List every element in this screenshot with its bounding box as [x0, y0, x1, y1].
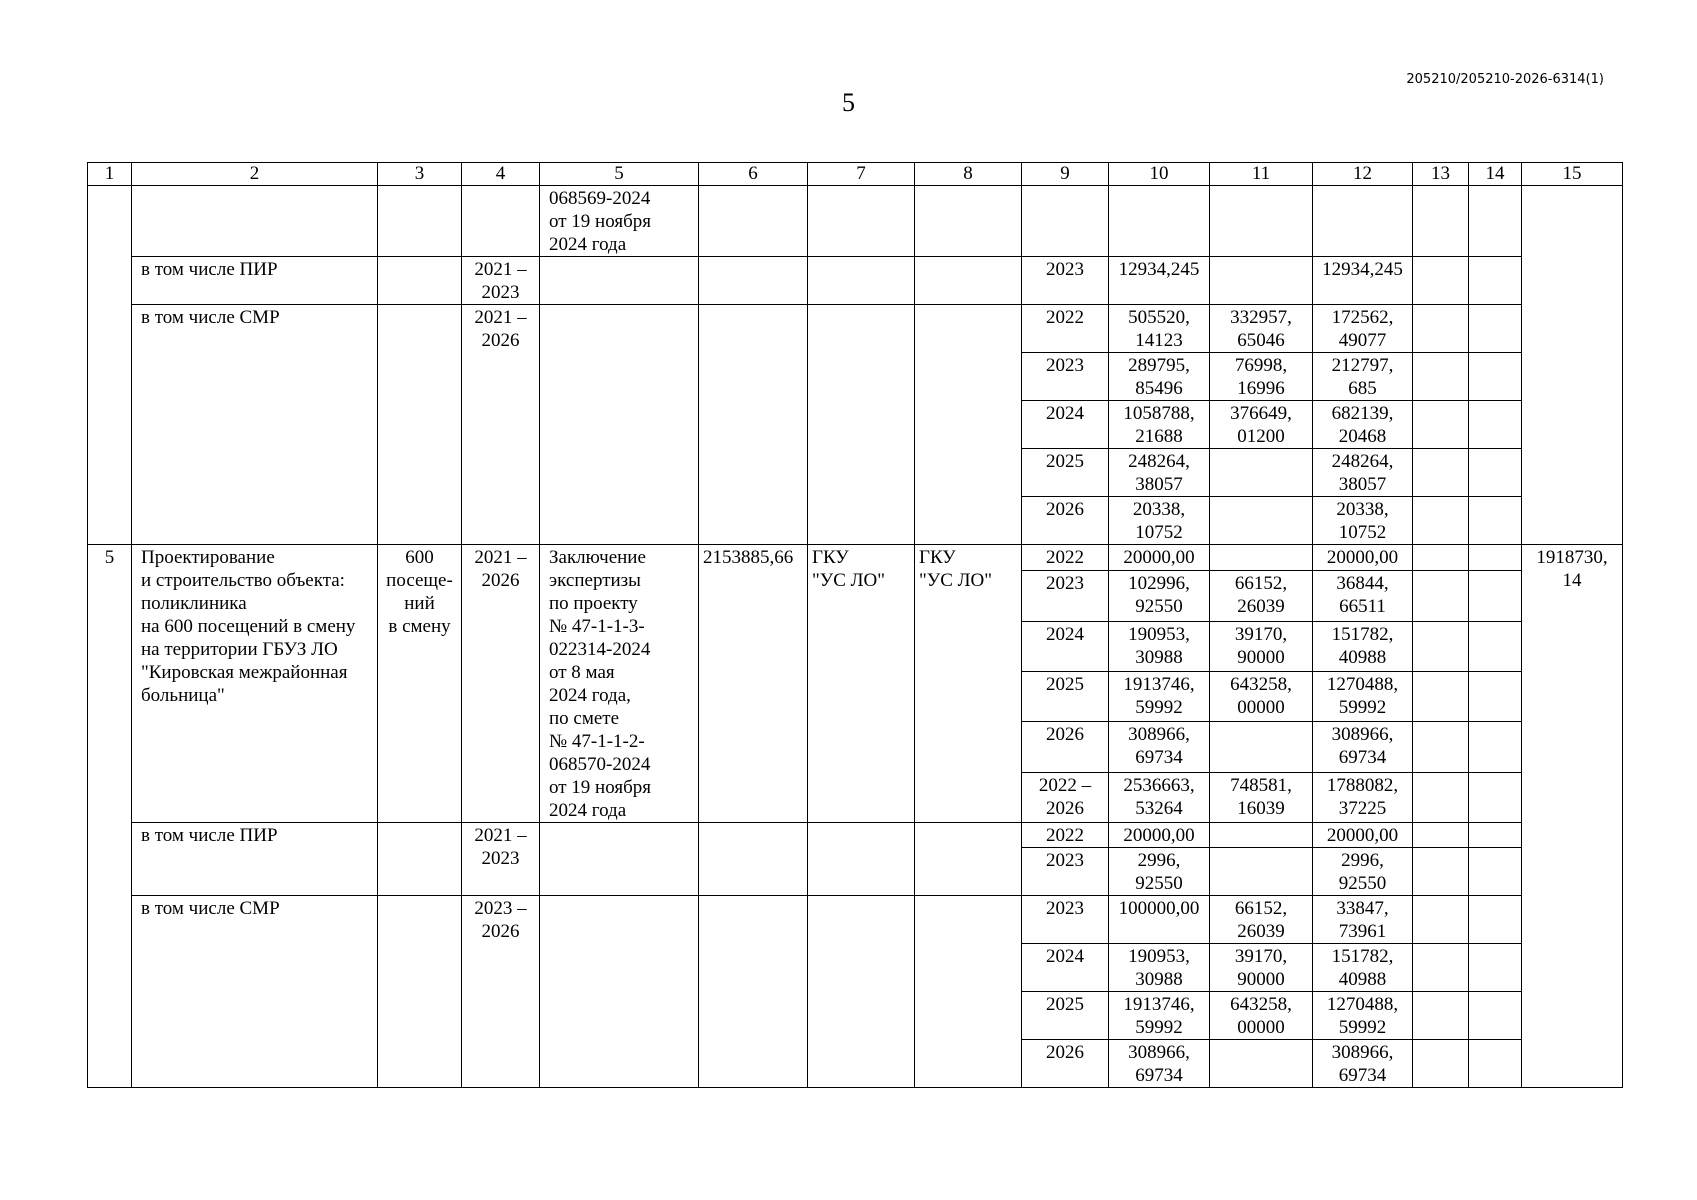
col13-cell — [1413, 896, 1469, 944]
period-cell: 2021 – 2023 — [462, 823, 540, 896]
value-total-cell: 20338, 10752 — [1109, 497, 1210, 545]
value-total-cell: 1913746, 59992 — [1109, 671, 1210, 721]
header-col-6: 6 — [699, 163, 808, 186]
col7-cell — [808, 186, 915, 257]
col14-cell — [1469, 545, 1522, 571]
value-federal-cell: 643258, 00000 — [1210, 992, 1313, 1040]
header-col-4: 4 — [462, 163, 540, 186]
subitem-label-cell: в том числе СМР — [132, 896, 378, 1088]
value-total-cell: 2536663, 53264 — [1109, 772, 1210, 822]
col6-cell — [699, 305, 808, 545]
value-federal-cell: 748581, 16039 — [1210, 772, 1313, 822]
value-total-cell: 308966, 69734 — [1109, 722, 1210, 772]
value-regional-cell: 1270488, 59992 — [1313, 671, 1413, 721]
value-regional-cell: 20000,00 — [1313, 545, 1413, 571]
year-cell: 2026 — [1022, 1040, 1109, 1088]
col13-cell — [1413, 621, 1469, 671]
header-col-1: 1 — [88, 163, 132, 186]
col7-cell — [808, 896, 915, 1088]
year-cell: 2022 – 2026 — [1022, 772, 1109, 822]
header-col-15: 15 — [1522, 163, 1623, 186]
col14-cell — [1469, 848, 1522, 896]
col14-cell — [1469, 1040, 1522, 1088]
col13-cell — [1413, 992, 1469, 1040]
capacity-cell — [378, 257, 462, 305]
header-col-14: 14 — [1469, 163, 1522, 186]
header-col-11: 11 — [1210, 163, 1313, 186]
row-number-cell — [88, 186, 132, 545]
col13-cell — [1413, 497, 1469, 545]
year-cell: 2025 — [1022, 671, 1109, 721]
header-col-8: 8 — [915, 163, 1022, 186]
col15-cell: 1918730, 14 — [1522, 545, 1623, 1088]
value-federal-cell: 76998, 16996 — [1210, 353, 1313, 401]
col14-cell — [1469, 671, 1522, 721]
col14-cell — [1469, 257, 1522, 305]
subitem-label-cell: в том числе ПИР — [132, 257, 378, 305]
col7-cell — [808, 257, 915, 305]
expertise-cell: Заключение экспертизы по проекту № 47-1-1-3- 022314-2024 от 8 мая 2024 года, по смете № 47-1-1-2- 068570-2024 от 19 ноября 2024 года — [540, 545, 699, 823]
col13-cell — [1413, 944, 1469, 992]
value-federal-cell: 39170, 90000 — [1210, 621, 1313, 671]
value-federal-cell — [1210, 545, 1313, 571]
year-cell: 2023 — [1022, 896, 1109, 944]
value-total-cell: 1913746, 59992 — [1109, 992, 1210, 1040]
object-name-cell: Проектирование и строительство объекта: поликлиника на 600 посещений в смену на территории ГБУЗ ЛО "Кировская межрайонная больница" — [132, 545, 378, 823]
value-total-cell: 289795, 85496 — [1109, 353, 1210, 401]
col13-cell — [1413, 257, 1469, 305]
year-cell: 2026 — [1022, 722, 1109, 772]
col8-cell — [915, 896, 1022, 1088]
value-regional-cell: 151782, 40988 — [1313, 621, 1413, 671]
i5-pir-row — [88, 823, 1623, 848]
year-cell: 2023 — [1022, 848, 1109, 896]
value-total-cell: 505520, 14123 — [1109, 305, 1210, 353]
header-col-9: 9 — [1022, 163, 1109, 186]
period-cell: 2023 – 2026 — [462, 896, 540, 1088]
year-cell: 2022 — [1022, 823, 1109, 848]
value-federal-cell: 643258, 00000 — [1210, 671, 1313, 721]
value-federal-cell: 376649, 01200 — [1210, 401, 1313, 449]
year-cell: 2025 — [1022, 449, 1109, 497]
row-number-cell: 5 — [88, 545, 132, 1088]
header-col-5: 5 — [540, 163, 699, 186]
capacity-cell: 600 посеще- ний в смену — [378, 545, 462, 823]
col5-cell — [540, 823, 699, 896]
col5-cell — [540, 257, 699, 305]
cont-smr-row — [88, 305, 1623, 353]
period-cell: 2021 – 2023 — [462, 257, 540, 305]
col11-cell — [1210, 186, 1313, 257]
col13-cell — [1413, 1040, 1469, 1088]
col14-cell — [1469, 449, 1522, 497]
col14-cell — [1469, 571, 1522, 621]
value-federal-cell: 66152, 26039 — [1210, 896, 1313, 944]
col10-cell — [1109, 186, 1210, 257]
value-total-cell: 190953, 30988 — [1109, 621, 1210, 671]
value-regional-cell: 682139, 20468 — [1313, 401, 1413, 449]
value-regional-cell: 212797, 685 — [1313, 353, 1413, 401]
header-col-10: 10 — [1109, 163, 1210, 186]
value-federal-cell: 332957, 65046 — [1210, 305, 1313, 353]
col14-cell — [1469, 401, 1522, 449]
col14-cell — [1469, 353, 1522, 401]
period-cell: 2021 – 2026 — [462, 545, 540, 823]
value-regional-cell: 1270488, 59992 — [1313, 992, 1413, 1040]
year-cell: 2023 — [1022, 571, 1109, 621]
value-regional-cell: 151782, 40988 — [1313, 944, 1413, 992]
col5-cell — [540, 896, 699, 1088]
col14-cell — [1469, 722, 1522, 772]
year-cell: 2026 — [1022, 497, 1109, 545]
col8-cell — [915, 305, 1022, 545]
col13-cell — [1413, 848, 1469, 896]
col14-cell — [1469, 772, 1522, 822]
value-total-cell: 12934,245 — [1109, 257, 1210, 305]
i5-smr-row — [88, 896, 1623, 944]
developer-cell: ГКУ "УС ЛО" — [915, 545, 1022, 823]
value-regional-cell: 308966, 69734 — [1313, 1040, 1413, 1088]
col14-cell — [1469, 823, 1522, 848]
value-federal-cell — [1210, 722, 1313, 772]
col13-cell — [1413, 571, 1469, 621]
col14-cell — [1469, 305, 1522, 353]
year-cell: 2023 — [1022, 257, 1109, 305]
value-federal-cell — [1210, 497, 1313, 545]
value-federal-cell — [1210, 823, 1313, 848]
col8-cell — [915, 186, 1022, 257]
col13-cell — [1413, 305, 1469, 353]
col9-cell — [1022, 186, 1109, 257]
col13-cell — [1413, 722, 1469, 772]
value-total-cell: 20000,00 — [1109, 545, 1210, 571]
value-federal-cell — [1210, 1040, 1313, 1088]
col12-cell — [1313, 186, 1413, 257]
year-cell: 2025 — [1022, 992, 1109, 1040]
value-total-cell: 1058788, 21688 — [1109, 401, 1210, 449]
expertise-cell: 068569-2024 от 19 ноября 2024 года — [540, 186, 699, 257]
col13-cell — [1413, 823, 1469, 848]
value-federal-cell: 39170, 90000 — [1210, 944, 1313, 992]
value-regional-cell: 172562, 49077 — [1313, 305, 1413, 353]
value-federal-cell — [1210, 449, 1313, 497]
col6-cell — [699, 186, 808, 257]
value-regional-cell: 2996, 92550 — [1313, 848, 1413, 896]
col14-cell — [1469, 944, 1522, 992]
col14-cell — [1469, 621, 1522, 671]
col13-cell — [1413, 671, 1469, 721]
value-total-cell: 248264, 38057 — [1109, 449, 1210, 497]
header-col-3: 3 — [378, 163, 462, 186]
capacity-cell — [378, 896, 462, 1088]
value-regional-cell: 248264, 38057 — [1313, 449, 1413, 497]
col14-cell — [1469, 992, 1522, 1040]
period-cell: 2021 – 2026 — [462, 305, 540, 545]
col13-cell — [1413, 545, 1469, 571]
value-total-cell: 190953, 30988 — [1109, 944, 1210, 992]
period-cell — [462, 186, 540, 257]
header-col-7: 7 — [808, 163, 915, 186]
item5-row — [88, 545, 1623, 571]
year-cell: 2024 — [1022, 621, 1109, 671]
col6-cell — [699, 896, 808, 1088]
cont-pir-row — [88, 257, 1623, 305]
capacity-cell — [378, 823, 462, 896]
value-total-cell: 100000,00 — [1109, 896, 1210, 944]
value-total-cell: 308966, 69734 — [1109, 1040, 1210, 1088]
year-cell: 2024 — [1022, 944, 1109, 992]
col6-cell — [699, 823, 808, 896]
value-federal-cell — [1210, 257, 1313, 305]
header-col-12: 12 — [1313, 163, 1413, 186]
document-code: 205210/205210-2026-6314(1) — [1406, 72, 1604, 87]
col8-cell — [915, 257, 1022, 305]
col7-cell — [808, 305, 915, 545]
col14-cell — [1469, 896, 1522, 944]
continuation-row — [88, 186, 1623, 257]
page-number: 5 — [842, 88, 855, 117]
year-cell: 2023 — [1022, 353, 1109, 401]
investment-table — [87, 162, 1623, 1088]
col8-cell — [915, 823, 1022, 896]
value-regional-cell: 20338, 10752 — [1313, 497, 1413, 545]
year-cell: 2022 — [1022, 545, 1109, 571]
value-total-cell: 2996, 92550 — [1109, 848, 1210, 896]
value-regional-cell: 12934,245 — [1313, 257, 1413, 305]
col13-cell — [1413, 186, 1469, 257]
value-regional-cell: 308966, 69734 — [1313, 722, 1413, 772]
col13-cell — [1413, 772, 1469, 822]
year-cell: 2024 — [1022, 401, 1109, 449]
value-federal-cell: 66152, 26039 — [1210, 571, 1313, 621]
col13-cell — [1413, 353, 1469, 401]
header-row — [88, 163, 1623, 186]
col14-cell — [1469, 186, 1522, 257]
cost-cell: 2153885,66 — [699, 545, 808, 823]
value-federal-cell — [1210, 848, 1313, 896]
subitem-label-cell: в том числе СМР — [132, 305, 378, 545]
subitem-label-cell: в том числе ПИР — [132, 823, 378, 896]
col13-cell — [1413, 449, 1469, 497]
value-regional-cell: 33847, 73961 — [1313, 896, 1413, 944]
value-total-cell: 20000,00 — [1109, 823, 1210, 848]
col15-cell — [1522, 186, 1623, 545]
capacity-cell — [378, 186, 462, 257]
name-cell — [132, 186, 378, 257]
value-regional-cell: 20000,00 — [1313, 823, 1413, 848]
capacity-cell — [378, 305, 462, 545]
col7-cell — [808, 823, 915, 896]
header-col-2: 2 — [132, 163, 378, 186]
value-total-cell: 102996, 92550 — [1109, 571, 1210, 621]
value-regional-cell: 36844, 66511 — [1313, 571, 1413, 621]
col5-cell — [540, 305, 699, 545]
col6-cell — [699, 257, 808, 305]
customer-cell: ГКУ "УС ЛО" — [808, 545, 915, 823]
col13-cell — [1413, 401, 1469, 449]
header-col-13: 13 — [1413, 163, 1469, 186]
col14-cell — [1469, 497, 1522, 545]
year-cell: 2022 — [1022, 305, 1109, 353]
value-regional-cell: 1788082, 37225 — [1313, 772, 1413, 822]
